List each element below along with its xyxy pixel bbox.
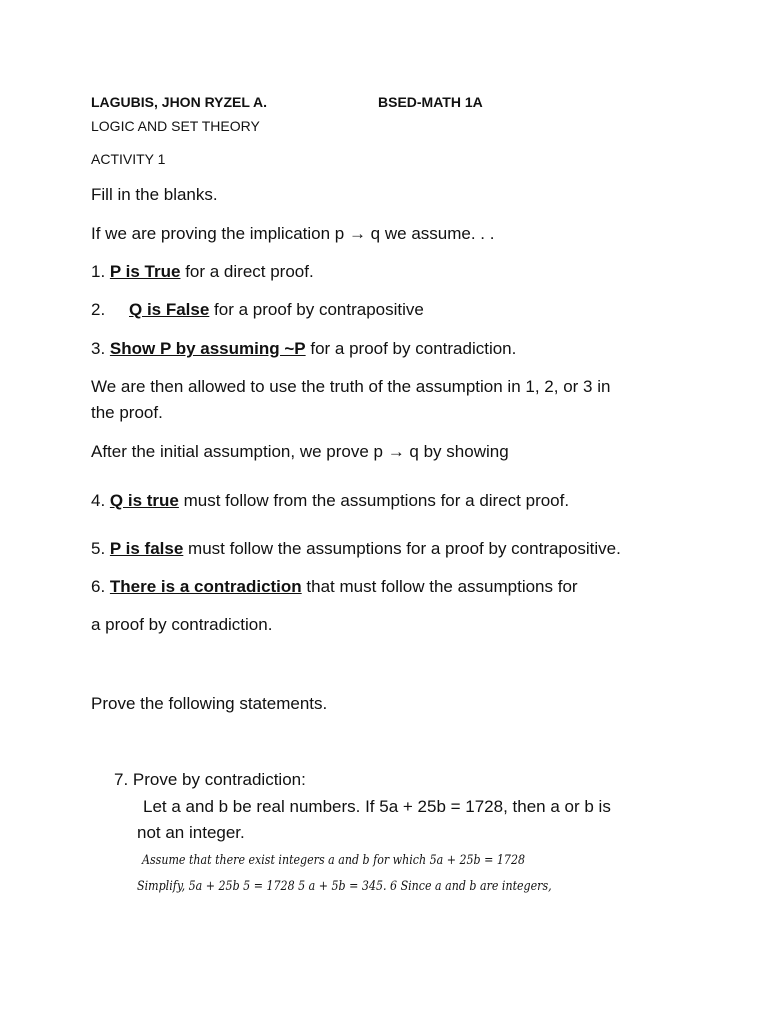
item-number: 2.	[91, 300, 106, 319]
item-4	[91, 491, 569, 511]
use-line-1: We are then allowed to use the truth of the assumption in 1, 2, or 3 in	[91, 377, 611, 396]
item-number: 5.	[91, 539, 110, 558]
item-3	[91, 339, 516, 359]
answer-blank: There is a contradiction	[109, 577, 302, 596]
answer-blank: P is True	[109, 262, 181, 281]
answer-blank: Show P by assuming ~P	[109, 339, 306, 358]
subject-title: LOGIC AND SET THEORY	[91, 118, 260, 134]
course-code: BSED-MATH 1A	[378, 94, 483, 110]
item-1	[91, 262, 314, 282]
item-number: 6.	[91, 577, 110, 596]
proofs-heading: Prove the following statements.	[91, 694, 328, 713]
use-line-2: the proof.	[91, 403, 163, 422]
item-text: for a direct proof.	[180, 262, 314, 281]
answer-line-1: Assume that there exist integers a and b for which 5a + 25b = 1728	[142, 853, 526, 868]
answer-blank: Q is False	[129, 300, 210, 319]
item-text: that must follow the assumptions for	[301, 577, 578, 596]
instruction: Fill in the blanks.	[91, 185, 218, 204]
answer-blank: Q is true	[109, 491, 179, 510]
item-text: for a proof by contradiction.	[305, 339, 517, 358]
item-text: must follow the assumptions for a proof by contrapositive.	[183, 539, 621, 558]
question-7-line-1: Let a and b be real numbers. If 5a + 25b = 1728, then a or b is	[143, 797, 611, 816]
item-6-continued: a proof by contradiction.	[91, 615, 273, 634]
item-number: 4.	[91, 491, 110, 510]
item-6	[91, 577, 578, 597]
item-text: for a proof by contrapositive	[209, 300, 424, 319]
after-assumption: After the initial assumption, we prove p → q by showing	[91, 442, 509, 461]
answer-blank: P is false	[109, 539, 184, 558]
item-number: 3.	[91, 339, 110, 358]
item-5	[91, 539, 621, 559]
student-name: LAGUBIS, JHON RYZEL A.	[91, 94, 268, 110]
activity-title: ACTIVITY 1	[91, 151, 166, 167]
answer-line-2: Simplify, 5a + 25b 5 = 1728 5 a + 5b = 345. 6 Since a and b are integers,	[137, 879, 552, 894]
item-number: 1.	[91, 262, 110, 281]
question-7-title: 7. Prove by contradiction:	[114, 770, 306, 789]
premise: If we are proving the implication p → q we assume. . .	[91, 224, 495, 243]
item-2	[91, 300, 424, 320]
question-7-line-2: not an integer.	[137, 823, 245, 842]
item-text: must follow from the assumptions for a direct proof.	[178, 491, 570, 510]
